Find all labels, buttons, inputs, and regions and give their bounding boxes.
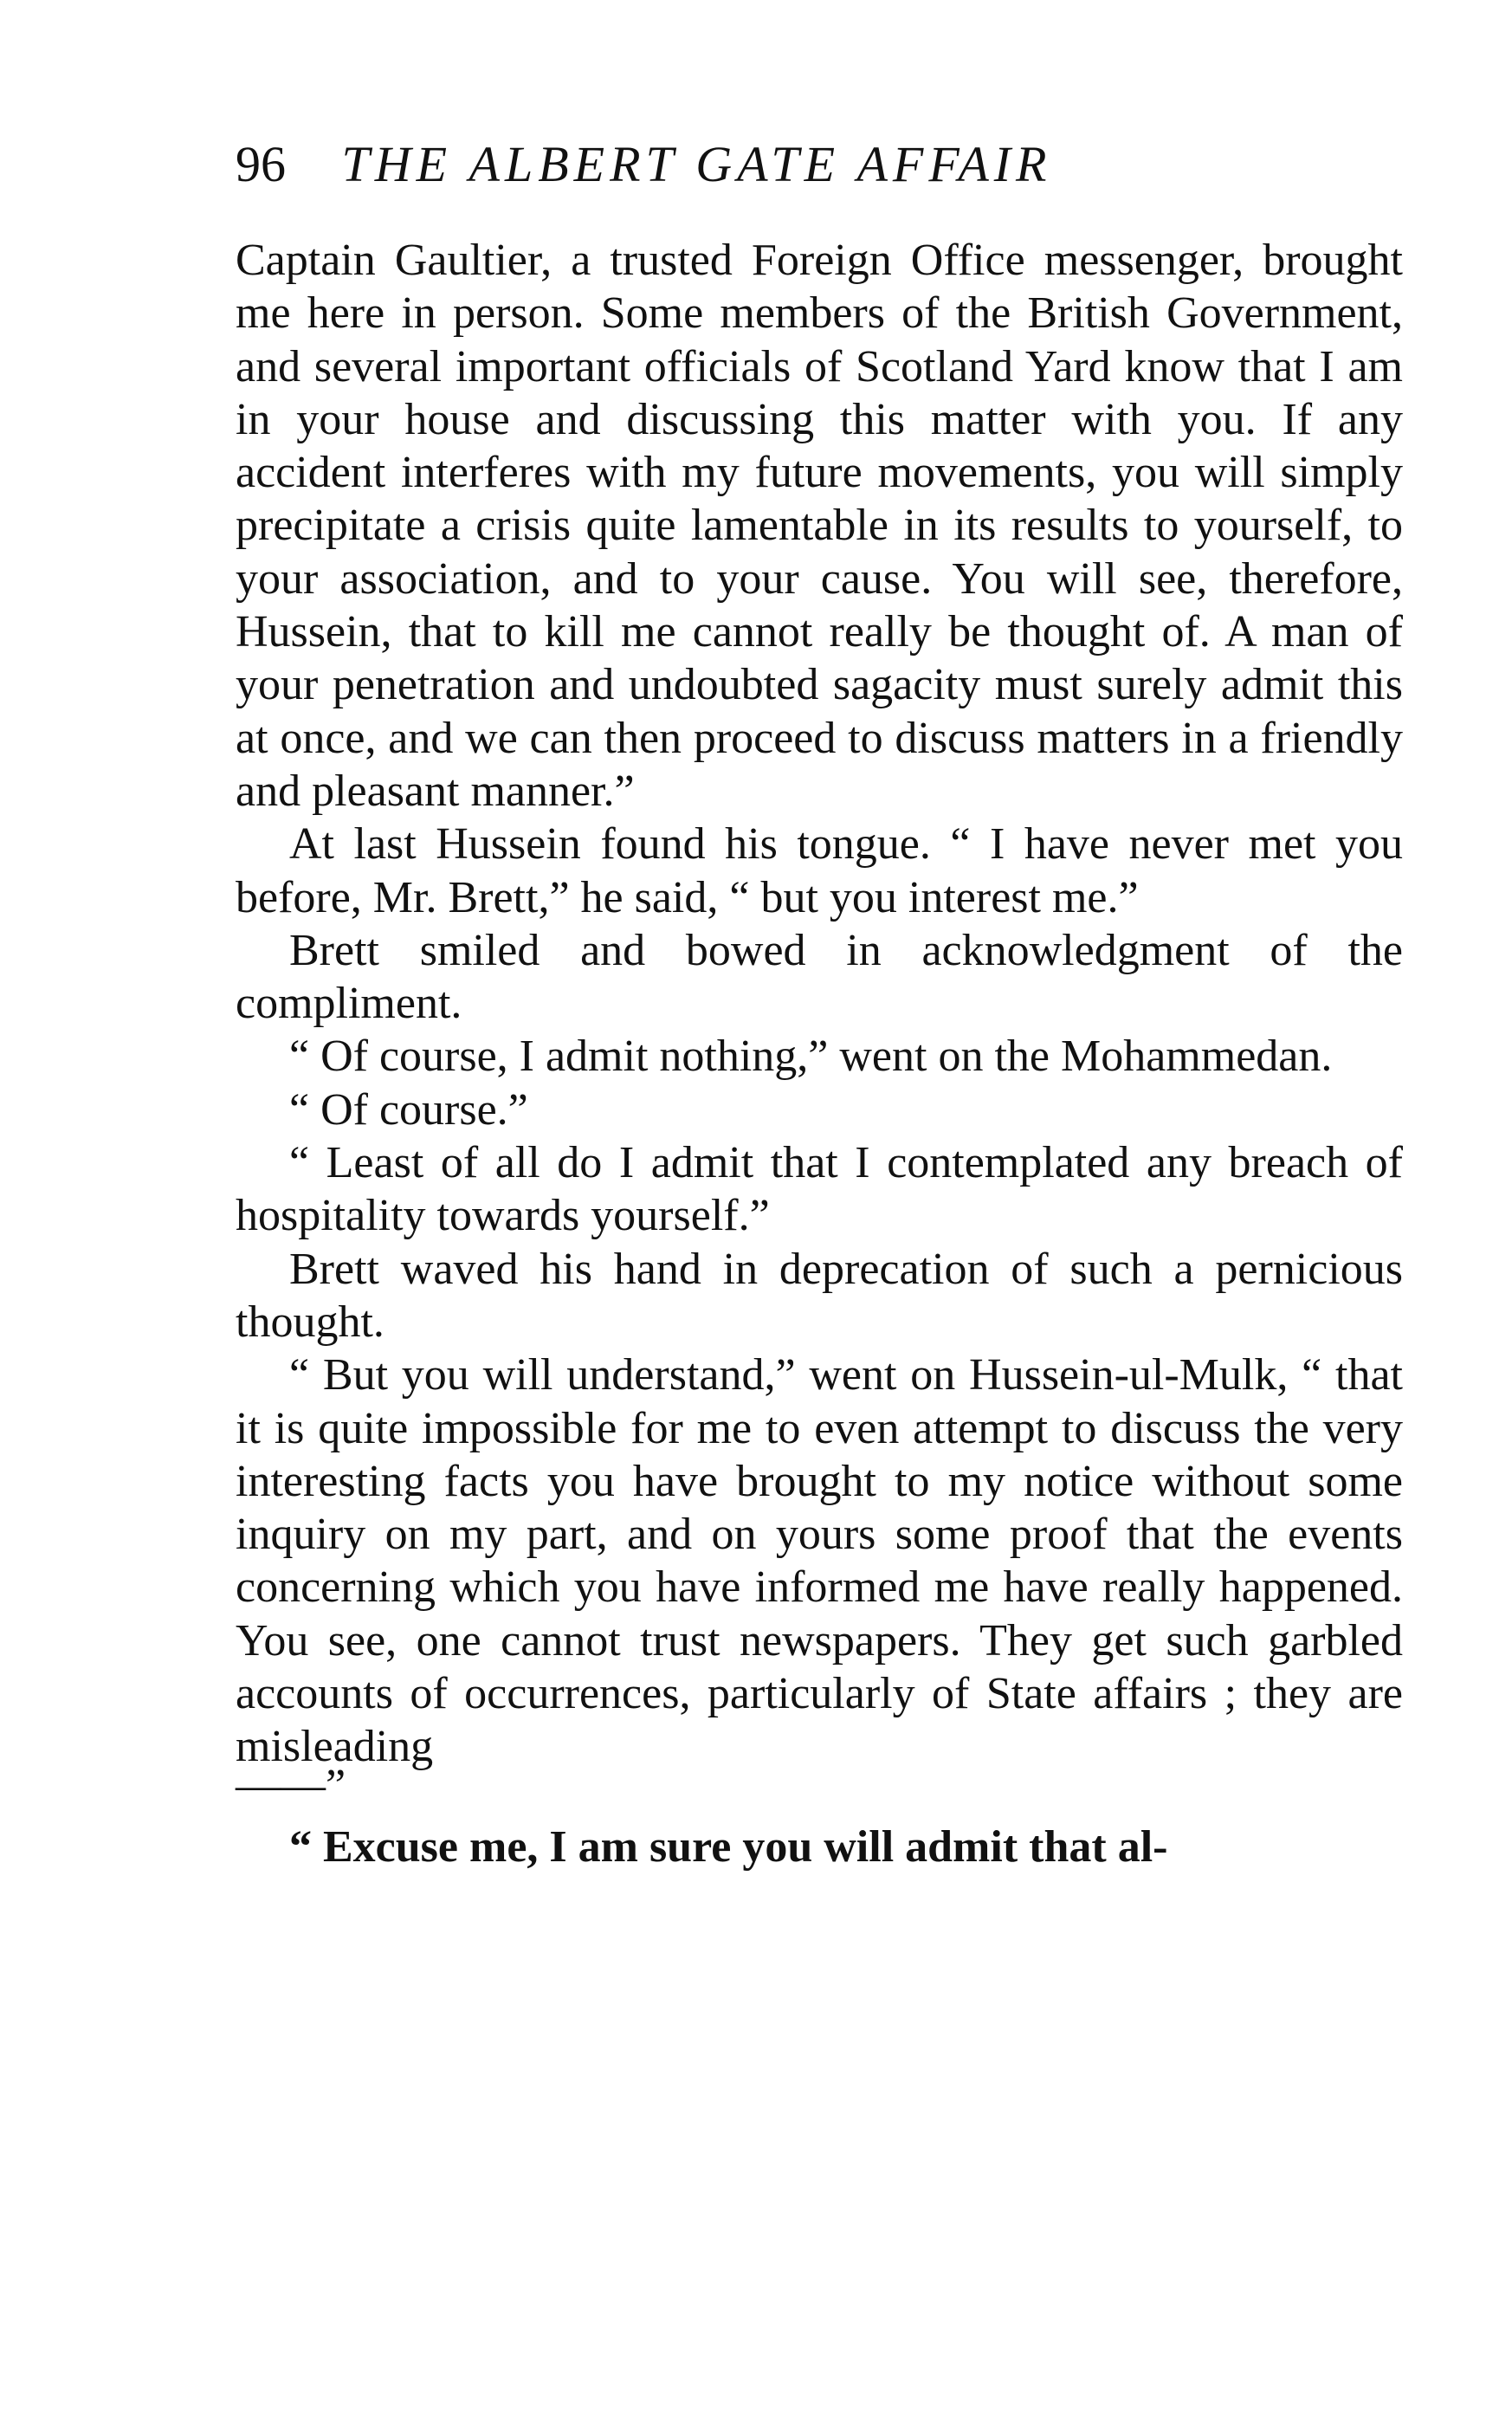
dash-line: ——” bbox=[236, 1760, 346, 1810]
paragraph: “ Of course.” bbox=[289, 1084, 528, 1135]
paragraph: “ But you will understand,” went on Hussein-ul-Mulk, “ that it is quite impossible for me to even attempt to discuss the very interesting facts you have brought to my notice without some inquiry on my part, and on yours some proof that the events concerning which you have informed me have really happened. You see, one cannot trust newspapers. They get such garbled accounts of occurrences, particularly of State affairs ; they are misleading bbox=[236, 1350, 1403, 1772]
running-title: THE ALBERT GATE AFFAIR bbox=[341, 136, 1052, 192]
paragraph: “ Least of all do I admit that I contemplated any breach of hospitality towards yourself.” bbox=[236, 1138, 1403, 1241]
page-number: 96 bbox=[236, 136, 286, 192]
paragraph: Brett waved his hand in deprecation of such a pernicious thought. bbox=[236, 1244, 1403, 1347]
paragraph: Brett smiled and bowed in acknowledgment of the compliment. bbox=[236, 925, 1403, 1029]
paragraph-last: “ Excuse me, I am sure you will admit that al- bbox=[289, 1821, 1168, 1872]
paragraph: At last Hussein found his tongue. “ I have never met you before, Mr. Brett,” he said, “ but you interest me.” bbox=[236, 819, 1403, 922]
paragraph: “ Of course, I admit nothing,” went on the Mohammedan. bbox=[289, 1032, 1333, 1082]
body-text bbox=[236, 234, 1403, 1873]
running-header bbox=[236, 130, 1405, 199]
paragraph-continuation: Captain Gaultier, a trusted Foreign Office messenger, brought me here in person. Some members of the British Government, and several important officials of Scotland Yard know that I am in your house and discussing this matter with you. If any accident interferes with my future movements, you will simply precipitate a crisis quite lamentable in its results to yourself, to your association, and to your cause. You will see, therefore, Hussein, that to kill me cannot really be thought of. A man of your penetration and undoubted sagacity must surely admit this at once, and we can then proceed to discuss matters in a friendly and pleasant manner.” bbox=[236, 236, 1403, 816]
